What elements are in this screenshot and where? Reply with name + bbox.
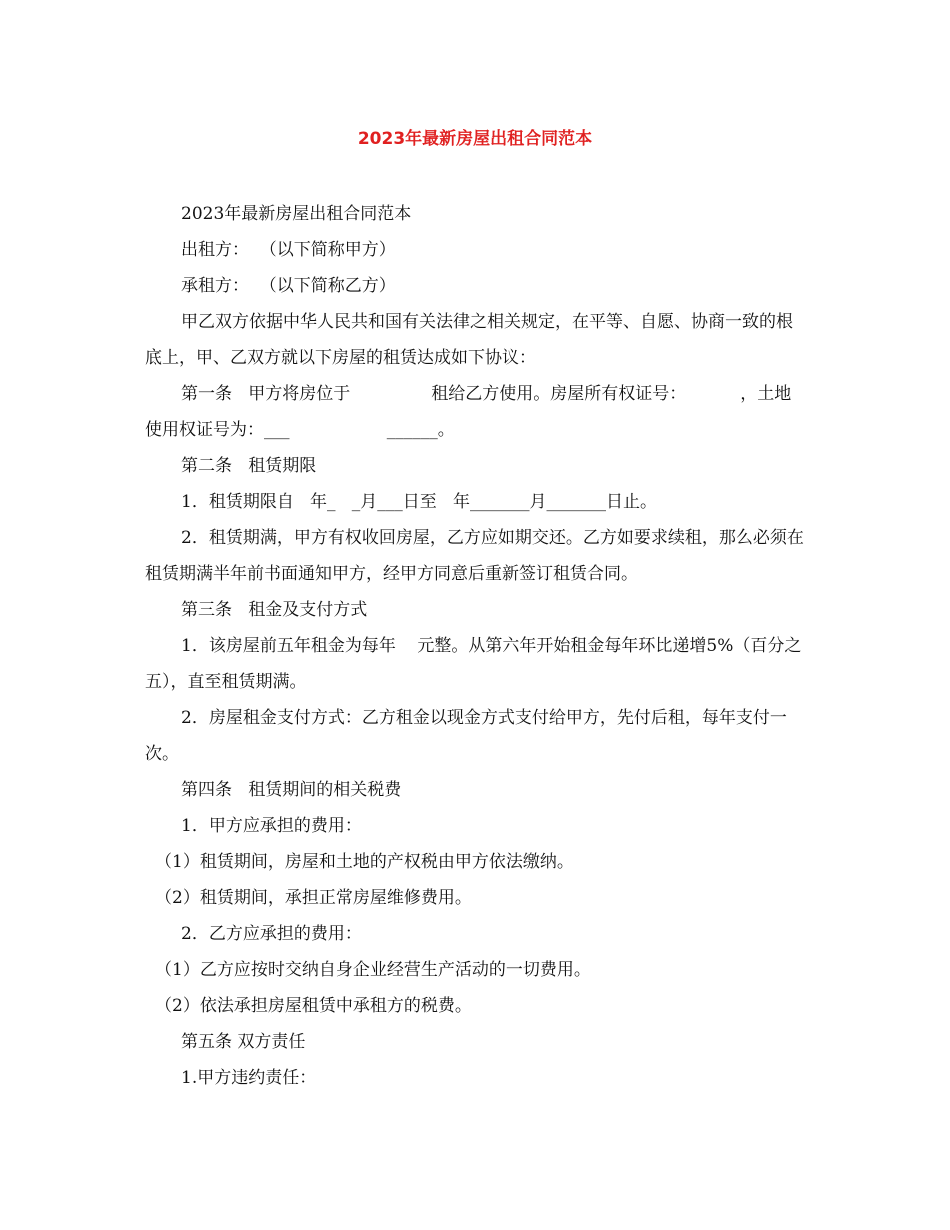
- paragraph-article-3-heading: 第三条 租金及支付方式: [181, 600, 368, 620]
- paragraph-article-4-item-2-sub-2: （2）依法承担房屋租赁中承租方的税费。: [155, 996, 472, 1016]
- paragraph-article-1: 第一条 甲方将房位于 租给乙方使用。房屋所有权证号： ，土地使用权证号为：___ ______。: [145, 384, 792, 440]
- document-body: [145, 196, 807, 1096]
- paragraph-article-4-item-2: 2．乙方应承担的费用：: [181, 924, 362, 944]
- paragraph-article-3-item-1: 1．该房屋前五年租金为每年 元整。从第六年开始租金每年环比递增5%（百分之五），直至租赁期满。: [145, 636, 802, 692]
- paragraph-article-4-item-1-sub-1: （1）租赁期间，房屋和土地的产权税由甲方依法缴纳。: [155, 852, 574, 872]
- paragraph-article-4-item-2-sub-1: （1）乙方应按时交纳自身企业经营生产活动的一切费用。: [155, 960, 591, 980]
- paragraph-article-5-heading: 第五条 双方责任: [181, 1032, 306, 1052]
- paragraph-article-4-heading: 第四条 租赁期间的相关税费: [181, 780, 402, 800]
- paragraph-article-2-heading: 第二条 租赁期限: [181, 456, 317, 476]
- paragraph-lessor: 出租方： （以下简称甲方）: [181, 240, 396, 260]
- paragraph-article-4-item-1: 1．甲方应承担的费用：: [181, 816, 362, 836]
- paragraph-lessee: 承租方： （以下简称乙方）: [181, 276, 396, 296]
- paragraph-heading: 2023年最新房屋出租合同范本: [181, 204, 412, 224]
- paragraph-article-2-item-1: 1．租赁期限自 年_ _月___日至 年_______月_______日止。: [181, 492, 657, 512]
- paragraph-article-5-item-1: 1.甲方违约责任：: [181, 1068, 317, 1088]
- paragraph-preamble: 甲乙双方依据中华人民共和国有关法律之相关规定，在平等、自愿、协商一致的根底上，甲、乙双方就以下房屋的租赁达成如下协议：: [145, 312, 793, 368]
- paragraph-article-4-item-1-sub-2: （2）租赁期间，承担正常房屋维修费用。: [155, 888, 472, 908]
- document-title: 2023年最新房屋出租合同范本: [357, 129, 593, 149]
- paragraph-article-2-item-2: 2．租赁期满，甲方有权收回房屋，乙方应如期交还。乙方如要求续租，那么必须在租赁期满半年前书面通知甲方，经甲方同意后重新签订租赁合同。: [145, 528, 804, 584]
- paragraph-article-3-item-2: 2．房屋租金支付方式：乙方租金以现金方式支付给甲方，先付后租，每年支付一次。: [145, 708, 787, 764]
